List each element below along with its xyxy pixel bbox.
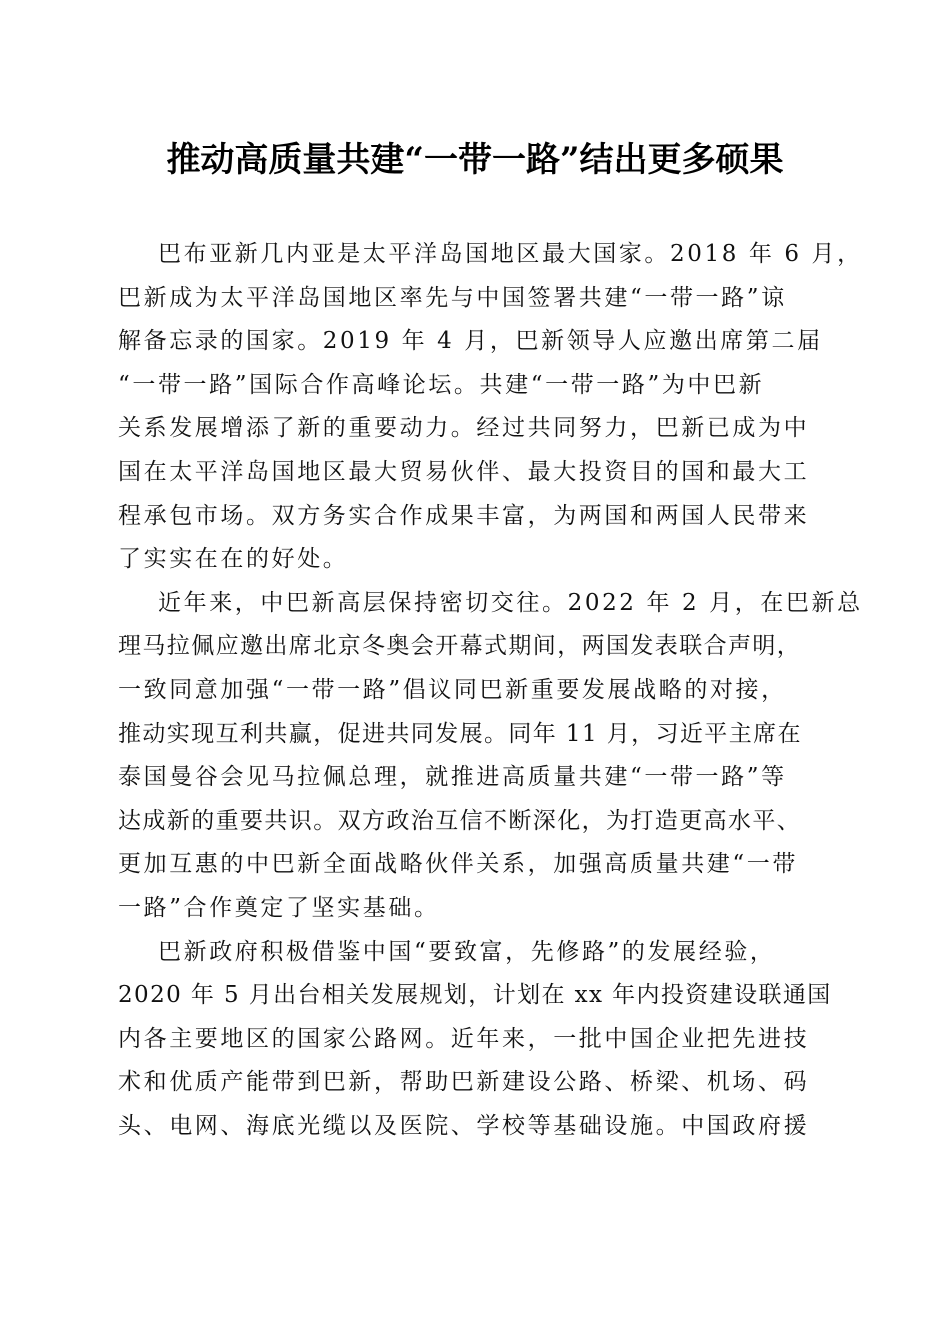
paragraph-2-line-5: 泰国曼谷会见马拉佩总理，就推进高质量共建“一带一路”等 <box>118 764 787 791</box>
paragraph-3-line-4: 术和优质产能带到巴新，帮助巴新建设公路、桥梁、机场、码 <box>118 1069 810 1096</box>
article-body <box>118 233 863 1148</box>
document-title: 推动高质量共建“一带一路”结出更多硕果 <box>166 140 784 180</box>
paragraph-1-line-6: 国在太平洋岛国地区最大贸易伙伴、最大投资目的国和最大工 <box>118 458 810 485</box>
paragraph-1-line-5: 关系发展增添了新的重要动力。经过共同努力，巴新已成为中 <box>118 415 810 442</box>
paragraph-2-line-7: 更加互惠的中巴新全面战略伙伴关系，加强高质量共建“一带 <box>118 851 798 878</box>
paragraph-3-line-1: 巴新政府积极借鉴中国“要致富，先修路”的发展经验， <box>158 938 776 965</box>
paragraph-1-line-4: “一带一路”国际合作高峰论坛。共建“一带一路”为中巴新 <box>118 371 765 398</box>
paragraph-2-line-6: 达成新的重要共识。双方政治互信不断深化，为打造更高水平、 <box>118 807 802 834</box>
paragraph-2-line-2: 理马拉佩应邀出席北京冬奥会开幕式期间，两国发表联合声明， <box>118 633 802 660</box>
paragraph-3-line-5: 头、电网、海底光缆以及医院、学校等基础设施。中国政府援 <box>118 1112 810 1139</box>
paragraph-1-line-1: 巴布亚新几内亚是太平洋岛国地区最大国家。2018 年 6 月， <box>158 241 863 267</box>
paragraph-3-line-2: 2020 年 5 月出台相关发展规划，计划在 xx 年内投资建设联通国 <box>118 982 832 1009</box>
paragraph-1-line-8: 了实实在在的好处。 <box>118 546 349 573</box>
paragraph-1-line-2: 巴新成为太平洋岛国地区率先与中国签署共建“一带一路”谅 <box>118 284 787 311</box>
paragraph-1-line-3: 解备忘录的国家。2019 年 4 月，巴新领导人应邀出席第二届 <box>118 328 823 355</box>
paragraph-3-line-3: 内各主要地区的国家公路网。近年来，一批中国企业把先进技 <box>118 1025 810 1052</box>
paragraph-1-line-7: 程承包市场。双方务实合作成果丰富，为两国和两国人民带来 <box>118 502 810 529</box>
paragraph-2-line-8: 一路”合作奠定了坚实基础。 <box>118 894 440 921</box>
paragraph-2-line-3: 一致同意加强“一带一路”倡议同巴新重要发展战略的对接， <box>118 676 787 703</box>
paragraph-2-line-4: 推动实现互利共赢，促进共同发展。同年 11 月，习近平主席在 <box>118 720 802 747</box>
paragraph-2-line-1: 近年来，中巴新高层保持密切交往。2022 年 2 月，在巴新总 <box>158 589 863 616</box>
